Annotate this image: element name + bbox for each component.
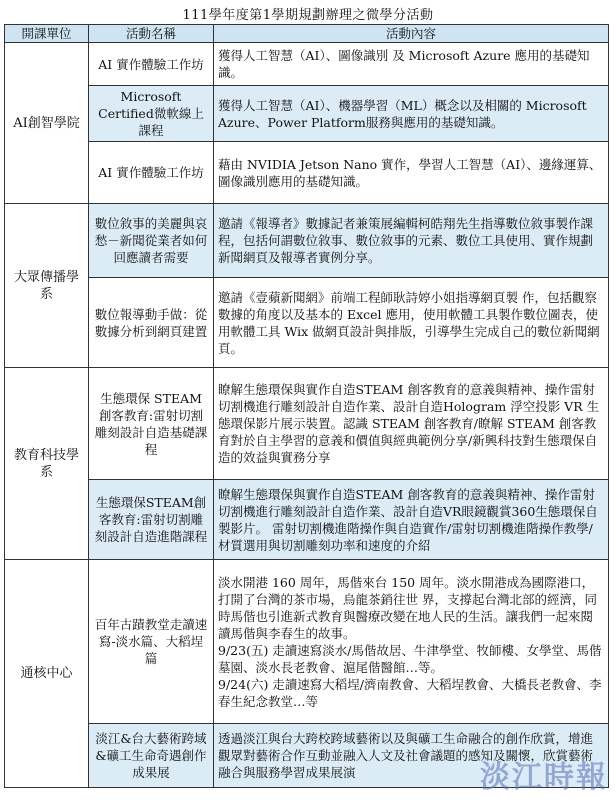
content-paragraph: 9/23(五) 走讀速寫淡水/馬偕故居、牛津學堂、牧師樓、女學堂、馬偕墓園、淡水長老教會、滬尾偕醫館…等。 xyxy=(218,642,602,675)
table-row xyxy=(5,278,609,368)
table-row xyxy=(5,204,609,278)
activity-content: 瞭解生態環保與實作自造STEAM 創客教育的意義與精神、操作雷射切割機進行雕刻設計自造作業、設計自造VR眼鏡觀賞360生態環保自製影片。 雷射切割機進階操作與自造實作/雷射切割機進階操作教學/材質選用與切割雕刻功率和速度的介紹 xyxy=(214,480,609,560)
activity-name: Microsoft Certified微軟線上課程 xyxy=(89,86,214,142)
table-row xyxy=(5,368,609,480)
activity-name: AI 實作體驗工作坊 xyxy=(89,43,214,86)
unit-cell: 大眾傳播學系 xyxy=(5,204,89,368)
page-title: 111學年度第1學期規劃辦理之微學分活動 xyxy=(182,8,434,23)
table-row xyxy=(5,560,609,724)
table-row xyxy=(5,724,609,788)
table-row xyxy=(5,86,609,142)
table-row xyxy=(5,43,609,86)
activity-name: 生態環保STEAM創客教育:雷射切割雕刻設計自造進階課程 xyxy=(89,480,214,560)
activity-name: 淡江&台大藝術跨域&礦工生命奇遇創作成果展 xyxy=(89,724,214,788)
table-row xyxy=(5,480,609,560)
activity-name: 數位敘事的美麗與哀愁－新聞從業者如何回應讀者需要 xyxy=(89,204,214,278)
table-row xyxy=(5,142,609,204)
activity-table xyxy=(4,24,609,788)
table-header-row xyxy=(5,25,609,43)
unit-cell: 教育科技學系 xyxy=(5,368,89,560)
activity-content: 瞭解生態環保與實作自造STEAM 創客教育的意義與精神、操作雷射切割機進行雕刻設計自造作業、設計自造Hologram 浮空投影 VR 生態環保影片展示裝置。認識 STEAM 創客教育/瞭解 STEAM 創客教育對於自主學習的意義和價值與經典範例分享/新興科技對生態環保自造的效益與實務分享 xyxy=(214,368,609,480)
content-paragraph: 淡水開港 160 周年，馬偕來台 150 周年。淡水開港成為國際港口，打開了台灣的茶市場，烏龍茶銷往世 界，支撐起台灣北部的經濟，同時馬偕也引進新式教育與醫療改變在地人民的生活。讓我們一起來閱讀馬偕與李春生的故事。 xyxy=(218,574,597,641)
activity-content: 邀請《報導者》數據記者兼策展編輯柯皓翔先生指導數位敘事製作課程，包括何謂數位敘事、數位敘事的元素、數位工具使用、實作規劃新聞網頁及報導者實例分享。 xyxy=(214,204,609,278)
activity-content: 透過淡江與台大跨校跨域藝術以及與礦工生命融合的創作欣賞，增進觀眾對藝術合作互動並融入人文及社會議題的感知及關懷，欣賞藝術融合與服務學習成果展演 xyxy=(214,724,609,788)
activity-content: 獲得人工智慧（AI）、機器學習（ML）概念以及相關的 Microsoft Azure、Power Platform服務與應用的基礎知識。 xyxy=(214,86,609,142)
activity-content: 獲得人工智慧（AI）、圖像識別 及 Microsoft Azure 應用的基礎知識。 xyxy=(214,43,609,86)
content-paragraph: 9/24(六) 走讀速寫大稻埕/濟南教會、大稻埕教會、大橋長老教會、李春生紀念教堂…等 xyxy=(218,676,602,709)
activity-content: 邀請《壹蘋新聞網》前端工程師耿詩婷小姐指導網頁製 作，包括觀察數據的角度以及基本的 Excel 應用，使用軟體工具製作數位圖表，使用軟體工具 Wix 做網頁設計與排版，引導學生完成自己的數位新聞網頁。 xyxy=(214,278,609,368)
activity-name: AI 實作體驗工作坊 xyxy=(89,142,214,204)
activity-content xyxy=(214,560,609,724)
unit-cell: AI創智學院 xyxy=(5,43,89,204)
header-content: 活動內容 xyxy=(214,25,609,43)
watermark-logo: 淡江時報 xyxy=(480,760,608,795)
header-unit: 開課單位 xyxy=(5,25,89,43)
activity-name: 數位報導動手做：從數據分析到網頁建置 xyxy=(89,278,214,368)
activity-name: 生態環保 STEAM 創客教育:雷射切割雕刻設計自造基礎課程 xyxy=(89,368,214,480)
activity-name: 百年古蹟教堂走讀速寫-淡水篇、大稻埕篇 xyxy=(89,560,214,724)
header-activity: 活動名稱 xyxy=(89,25,214,43)
activity-content: 藉由 NVIDIA Jetson Nano 實作，學習人工智慧（AI）、邊緣運算、圖像識別應用的基礎知識。 xyxy=(214,142,609,204)
unit-cell: 通核中心 xyxy=(5,560,89,788)
